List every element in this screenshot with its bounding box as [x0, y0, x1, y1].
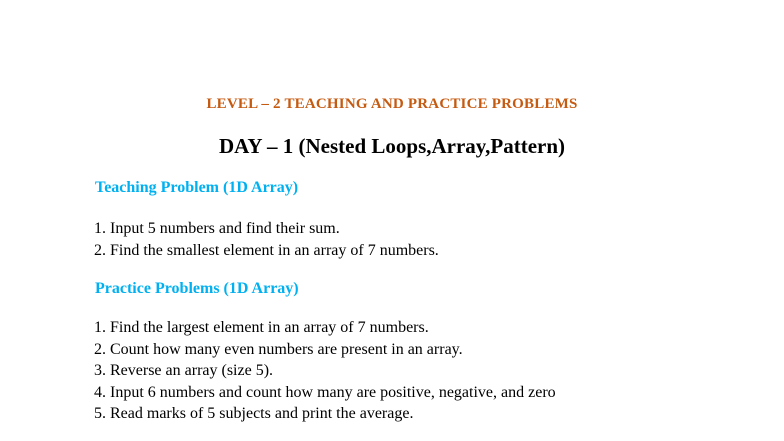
list-item: 1. Input 5 numbers and find their sum.	[94, 220, 340, 237]
list-item: 5. Read marks of 5 subjects and print the average.	[94, 405, 414, 422]
list-item: 2. Count how many even numbers are present in an array.	[94, 340, 463, 358]
list-item: 1. Find the largest element in an array of 7 numbers.	[94, 319, 429, 336]
practice-problem-list	[94, 317, 556, 425]
teaching-problem-list	[94, 218, 439, 261]
list-item: 2. Find the smallest element in an array of 7 numbers.	[94, 241, 439, 259]
list-item: 4. Input 6 numbers and count how many are positive, negative, and zero	[94, 383, 556, 401]
list-item: 3. Reverse an array (size 5).	[94, 362, 274, 379]
practice-problems-heading: Practice Problems (1D Array)	[95, 280, 299, 297]
day-title: DAY – 1 (Nested Loops,Array,Pattern)	[218, 134, 566, 158]
teaching-problem-heading: Teaching Problem (1D Array)	[95, 179, 299, 196]
level-title: LEVEL – 2 TEACHING AND PRACTICE PROBLEMS	[206, 96, 578, 112]
